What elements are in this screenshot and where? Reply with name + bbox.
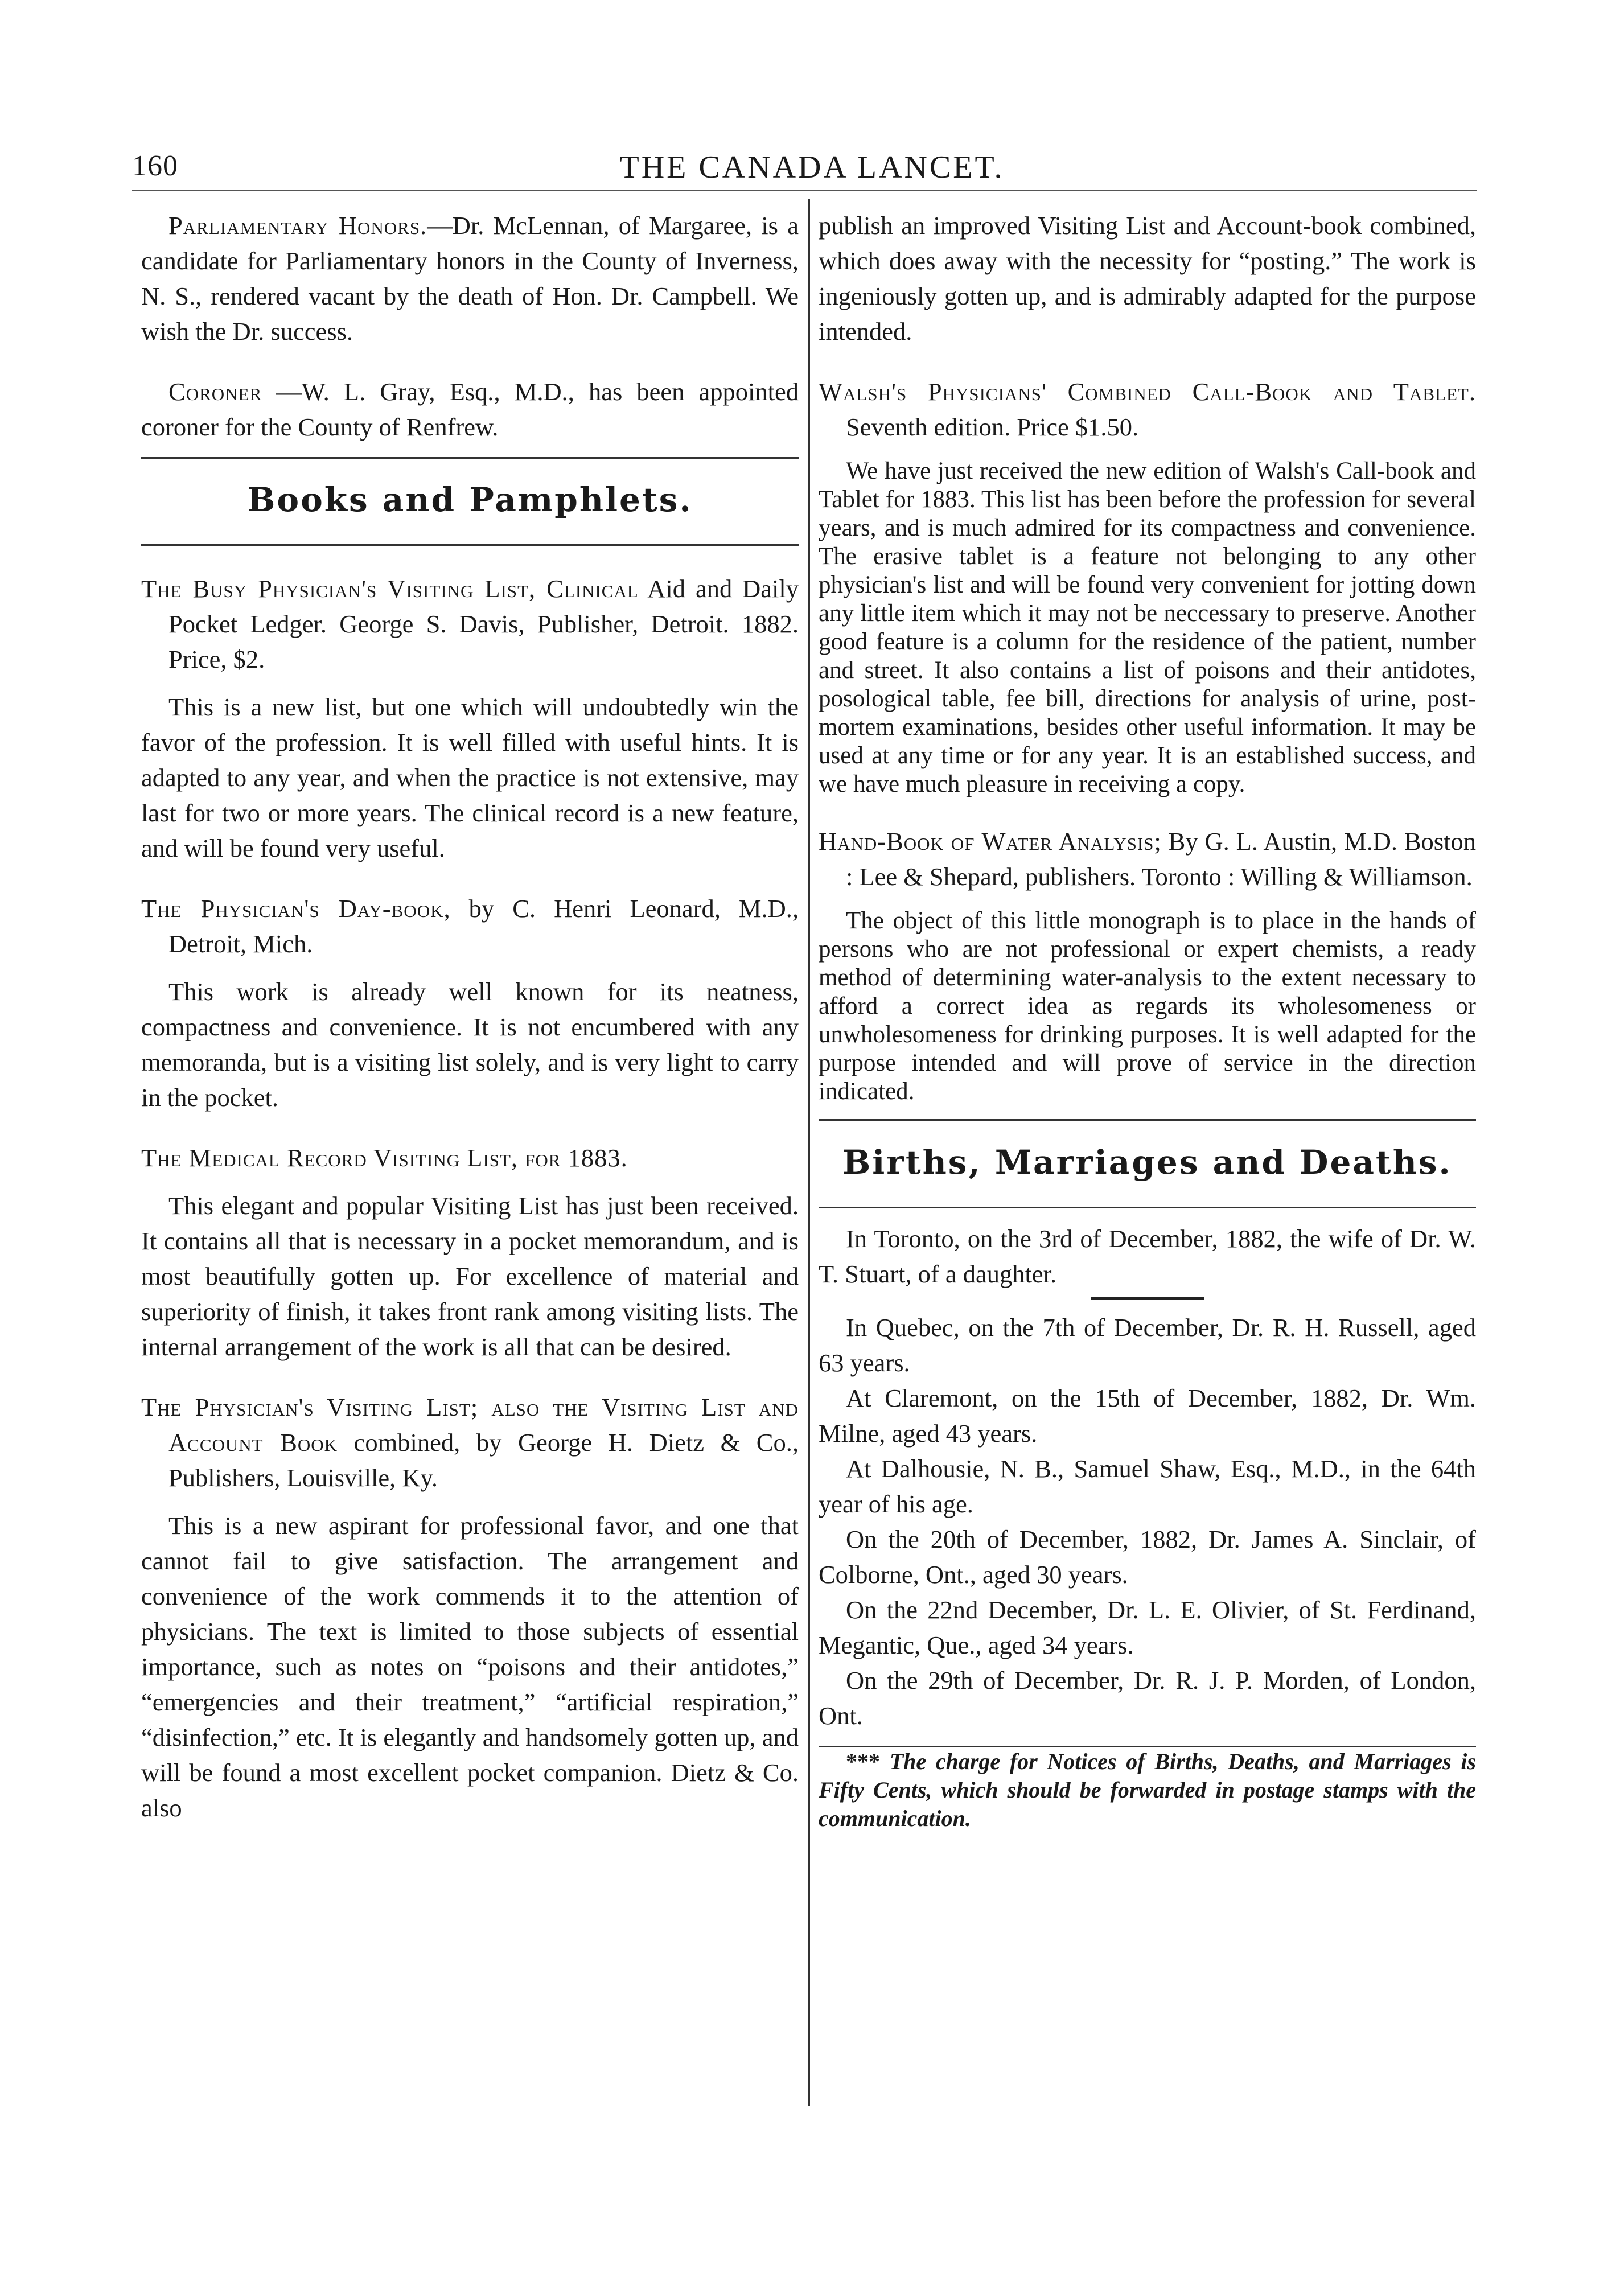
parliamentary-honors-item [141, 208, 799, 349]
section-rule [819, 1119, 1476, 1121]
asterism: *** [846, 1749, 890, 1774]
review-body: This work is already well known for its neatness, compactness and convenience. It is not encumbered with any memoranda, but is a visiting list solely, and is very light to carry in the pocket. [141, 977, 799, 1112]
review-body: We have just received the new edition of Walsh's Call-book and Tablet for 1883. This list has been before the profession for several years, and is much admired for its compactness and convenience. The erasive tablet is a feature not belonging to any other physician's list and will be found very convenient for jotting down any little item which it may not be neccessary to preserve. Another good feature is a column for the residence of the patient, number and street. It also contains a list of poisons and their antidotes, posological table, fee bill, directions for analysis of urine, post-mortem examinations, besides other useful information. It may be used at any time or for any year. It is an established success, and we have much pleasure in receiving a copy. [819, 458, 1476, 797]
item-text: —Dr. McLennan, of Margaree, is a candidate for Parliamentary honors in the County of Inverness, N. S., rendered vacant by the death of Hon. Dr. Campbell. We wish the Dr. success. [141, 211, 799, 346]
review-title-visiting-list [141, 1389, 799, 1495]
review-details: by C. Henri Leonard, M.D., Detroit, Mich. [168, 894, 799, 958]
review-title-text: The Busy Physician's Visiting List, Clinical [141, 574, 639, 603]
item-text: —W. L. Gray, Esq., M.D., has been appointed coroner for the County of Renfrew. [141, 377, 799, 441]
header-rule [132, 190, 1477, 192]
section-heading-births: Births, Marriages and Deaths. [842, 1143, 1452, 1182]
review-title-text: The Physician's Day-book, [141, 894, 451, 923]
death-notice: At Dalhousie, N. B., Samuel Shaw, Esq., M.D., in the 64th year of his age. [819, 1454, 1476, 1518]
review-details: combined, by George H. Dietz & Co., Publishers, Louisville, Ky. [168, 1428, 799, 1492]
review-details: Seventh edition. Price $1.50. [846, 413, 1139, 441]
review-title-medical-record [141, 1140, 799, 1175]
charge-notice-text: The charge for Notices of Births, Deaths, and Marriages is Fifty Cents, which should be forwarded in postage stamps with the communication. [819, 1749, 1477, 1831]
running-title: THE CANADA LANCET. [619, 150, 1005, 185]
review-body: This elegant and popular Visiting List has just been received. It contains all that is necessary in a pocket memorandum, and is most beautifully gotten up. For excellence of material and superiority of finish, it takes front rank among visiting lists. The internal arrangement of the work is all that can be desired. [141, 1191, 799, 1361]
death-notices [819, 1310, 1476, 1733]
column-divider [808, 199, 810, 2106]
review-title-text: Walsh's Physicians' Combined Call-Book and Tablet. [819, 377, 1476, 406]
birth-notice: In Toronto, on the 3rd of December, 1882, the wife of Dr. W. T. Stuart, of a daughter. [819, 1224, 1476, 1288]
death-notice: At Claremont, on the 15th of December, 1882, Dr. Wm. Milne, aged 43 years. [819, 1384, 1476, 1448]
review-title-busy-physician [141, 571, 799, 677]
section-rule [141, 457, 799, 459]
review-title-text: The Medical Record Visiting List, for 1883. [141, 1144, 628, 1172]
review-title-water-analysis [819, 824, 1476, 894]
review-title-day-book [141, 891, 799, 961]
short-divider [1091, 1297, 1204, 1300]
death-notice: In Quebec, on the 7th of December, Dr. R. H. Russell, aged 63 years. [819, 1313, 1476, 1377]
continued-text: publish an improved Visiting List and Account-book combined, which does away with the necessity for “posting.” The work is ingeniously gotten up, and is admirably adapted for the purpose intended. [819, 211, 1476, 346]
right-column [819, 208, 1476, 1833]
review-details: Aid and Daily Pocket Ledger. George S. Davis, Publisher, Detroit. 1882. Price, $2. [168, 574, 799, 673]
item-heading: Coroner [168, 377, 262, 406]
item-heading: Parliamentary Honors. [168, 211, 427, 240]
left-column [141, 208, 799, 1825]
section-heading-books: Books and Pamphlets. [247, 480, 693, 519]
review-title-walsh [819, 374, 1476, 445]
review-body: The object of this little monograph is to place in the hands of persons who are not professional or expert chemists, a ready method of determining water-analysis to the extent necessary to afford a correct idea as regards its wholesomeness or unwholesomeness for drinking purposes. It is well adapted for the purpose intended and will prove of service in the direction indicated. [819, 907, 1476, 1105]
review-body: This is a new list, but one which will undoubtedly win the favor of the profession. It is well filled with useful hints. It is adapted to any year, and when the practice is not extensive, may last for two or more years. The clinical record is a new feature, and will be found very useful. [141, 693, 799, 862]
death-notice: On the 22nd December, Dr. L. E. Olivier, of St. Ferdinand, Megantic, Que., aged 34 years. [819, 1595, 1476, 1659]
coroner-item [141, 374, 799, 445]
death-notice: On the 29th of December, Dr. R. J. P. Morden, of London, Ont. [819, 1666, 1476, 1730]
review-body: This is a new aspirant for professional favor, and one that cannot fail to give satisfaction. The arrangement and convenience of the work commends it to the attention of physicians. The text is limited to those subjects of essential importance, such as notes on “poisons and their antidotes,” “emergencies and their treatment,” “artificial respiration,” “disinfection,” etc. It is elegantly and handsomely gotten up, and will be found a most excellent pocket companion. Dietz & Co. also [141, 1511, 799, 1822]
review-title-text: Hand-Book of Water Analysis; [819, 827, 1162, 856]
charge-notice [819, 1747, 1476, 1833]
page-number: 160 [132, 150, 178, 182]
review-details: By G. L. Austin, M.D. Boston : Lee & Shepard, publishers. Toronto : Willing & Williamson. [846, 827, 1476, 891]
death-notice: On the 20th of December, 1882, Dr. James A. Sinclair, of Colborne, Ont., aged 30 years. [819, 1525, 1476, 1589]
review-title-text: The Physician's Visiting List; also the Visiting List and Account Book [141, 1393, 799, 1457]
